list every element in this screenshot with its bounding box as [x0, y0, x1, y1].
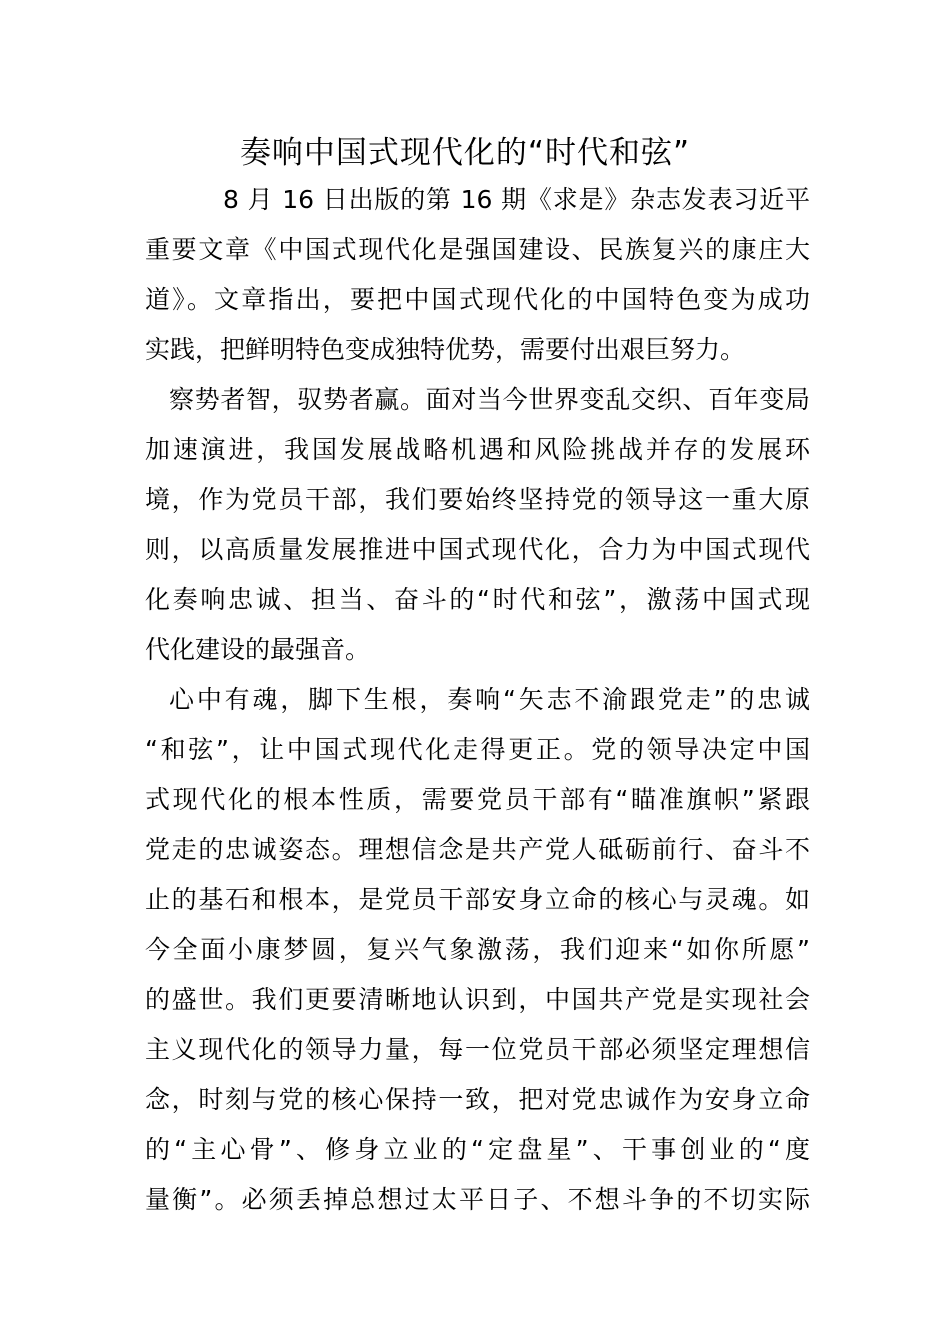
- paragraph-3-line-1: 心中有魂，脚下生根，奏响“矢志不渝跟党走”的忠诚: [169, 685, 810, 714]
- paragraph-3-line-3: 式现代化的根本性质，需要党员干部有“瞄准旗帜”紧跟: [145, 785, 810, 814]
- paragraph-3-line-4: 党走的忠诚姿态。理想信念是共产党人砥砺前行、奋斗不: [145, 835, 810, 864]
- paragraph-2-line-3: 境，作为党员干部，我们要始终坚持党的领导这一重大原: [145, 485, 810, 514]
- paragraph-1-line-3: 道》。文章指出，要把中国式现代化的中国特色变为成功: [145, 285, 810, 314]
- paragraph-2-line-6: 代化建设的最强音。: [145, 635, 371, 664]
- paragraph-3-line-8: 主义现代化的领导力量，每一位党员干部必须坚定理想信: [145, 1035, 810, 1064]
- paragraph-1-line-2: 重要文章《中国式现代化是强国建设、民族复兴的康庄大: [145, 235, 810, 264]
- paragraph-2-line-5: 化奏响忠诚、担当、奋斗的“时代和弦”，激荡中国式现: [145, 585, 810, 614]
- paragraph-2-line-2: 加速演进，我国发展战略机遇和风险挑战并存的发展环: [145, 435, 810, 464]
- paragraph-3-line-6: 今全面小康梦圆，复兴气象激荡，我们迎来“如你所愿”: [145, 935, 810, 964]
- paragraph-3-line-2: “和弦”，让中国式现代化走得更正。党的领导决定中国: [145, 735, 810, 764]
- paragraph-3-line-5: 止的基石和根本，是党员干部安身立命的核心与灵魂。如: [145, 885, 810, 914]
- paragraph-2-line-1: 察势者智，驭势者赢。面对当今世界变乱交织、百年变局: [169, 385, 810, 414]
- paragraph-3-line-10: 的“主心骨”、修身立业的“定盘星”、干事创业的“度: [145, 1135, 810, 1164]
- paragraph-3-line-9: 念，时刻与党的核心保持一致，把对党忠诚作为安身立命: [145, 1085, 810, 1114]
- article-title: 奏响中国式现代化的“时代和弦”: [239, 135, 691, 171]
- article-body: [145, 175, 810, 1225]
- paragraph-3-line-7: 的盛世。我们更要清晰地认识到，中国共产党是实现社会: [145, 985, 810, 1014]
- paragraph-1-line-1: 8 月 16 日出版的第 16 期《求是》杂志发表习近平: [223, 185, 810, 214]
- paragraph-3-line-11: 量衡”。必须丢掉总想过太平日子、不想斗争的不切实际: [145, 1185, 810, 1214]
- paragraph-1-line-4: 实践，把鲜明特色变成独特优势，需要付出艰巨努力。: [145, 335, 746, 364]
- paragraph-2-line-4: 则，以高质量发展推进中国式现代化，合力为中国式现代: [145, 535, 810, 564]
